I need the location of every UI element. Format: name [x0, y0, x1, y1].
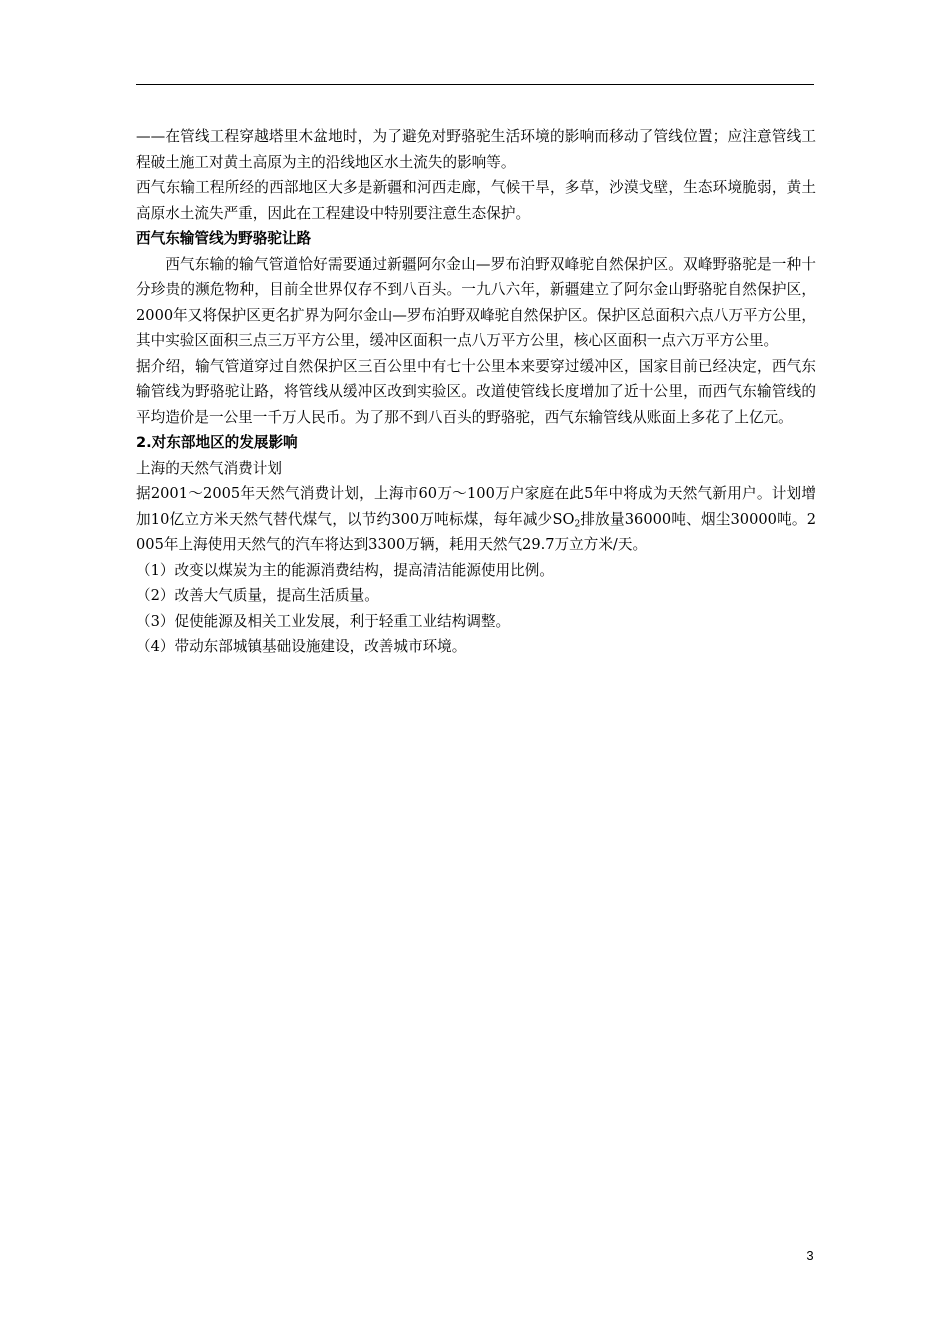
paragraph-pipeline-reroute: 据介绍，输气管道穿过自然保护区三百公里中有七十公里本来要穿过缓冲区，国家目前已经决定，西气东输管线为野骆驼让路，将管线从缓冲区改到实验区。改道使管线长度增加了近十公里，而西气东输管线的平均造价是一公里一千万人民币。为了那不到八百头的野骆驼，西气东输管线从账面上多花了上亿元。 [136, 357, 816, 426]
paragraph-western-ecology: 西气东输工程所经的西部地区大多是新疆和河西走廊，气候干旱，多草，沙漠戈壁，生态环境脆弱，黄土高原水土流失严重，因此在工程建设中特别要注意生态保护。 [136, 179, 816, 222]
paragraph-shanghai-consumption [136, 481, 816, 558]
subtitle-shanghai-plan: 上海的天然气消费计划 [136, 459, 282, 477]
document-body [136, 124, 816, 660]
list-item: （3）促使能源及相关工业发展，利于轻重工业结构调整。 [136, 612, 511, 630]
header-rule [136, 84, 814, 85]
paragraph-shanghai-part1: 据2001～2005年天然气消费计划，上海市60万～100万户家庭在此5年中将成为天然气新用户。计划增加10亿立方米天然气替代煤气，以节约300万吨标煤，每年减少SO [136, 485, 816, 528]
paragraph-shanghai-part2: 排放量36000吨、烟尘30000吨。2005年上海使用天然气的汽车将达到3300万辆，耗用天然气29.7万立方米/天。 [136, 510, 816, 553]
list-item: （4）带动东部城镇基础设施建设，改善城市环境。 [136, 638, 467, 655]
paragraph-camel-reserve: 西气东输的输气管道恰好需要通过新疆阿尔金山—罗布泊野双峰驼自然保护区。双峰野骆驼是一种十分珍贵的濒危物种，目前全世界仅存不到八百头。一九八六年，新疆建立了阿尔金山野骆驼自然保护区，2000年又将保护区更名扩界为阿尔金山—罗布泊野双峰驼自然保护区。保护区总面积六点八万平方公里，其中实验区面积三点三万平方公里，缓冲区面积一点八万平方公里，核心区面积一点六万平方公里。 [136, 255, 816, 349]
list-item: （2）改善大气质量，提高生活质量。 [136, 587, 379, 604]
so2-subscript: 2 [574, 518, 581, 529]
heading-camel-detour: 西气东输管线为野骆驼让路 [136, 230, 312, 247]
list-item: （1）改变以煤炭为主的能源消费结构，提高清洁能源使用比例。 [136, 561, 554, 579]
heading-eastern-impact: 2.对东部地区的发展影响 [136, 434, 298, 451]
paragraph-pipeline-tarim: ——在管线工程穿越塔里木盆地时，为了避免对野骆驼生活环境的影响而移动了管线位置；应注意管线工程破土施工对黄土高原为主的沿线地区水土流失的影响等。 [136, 128, 816, 171]
page-number: 3 [806, 1248, 814, 1263]
